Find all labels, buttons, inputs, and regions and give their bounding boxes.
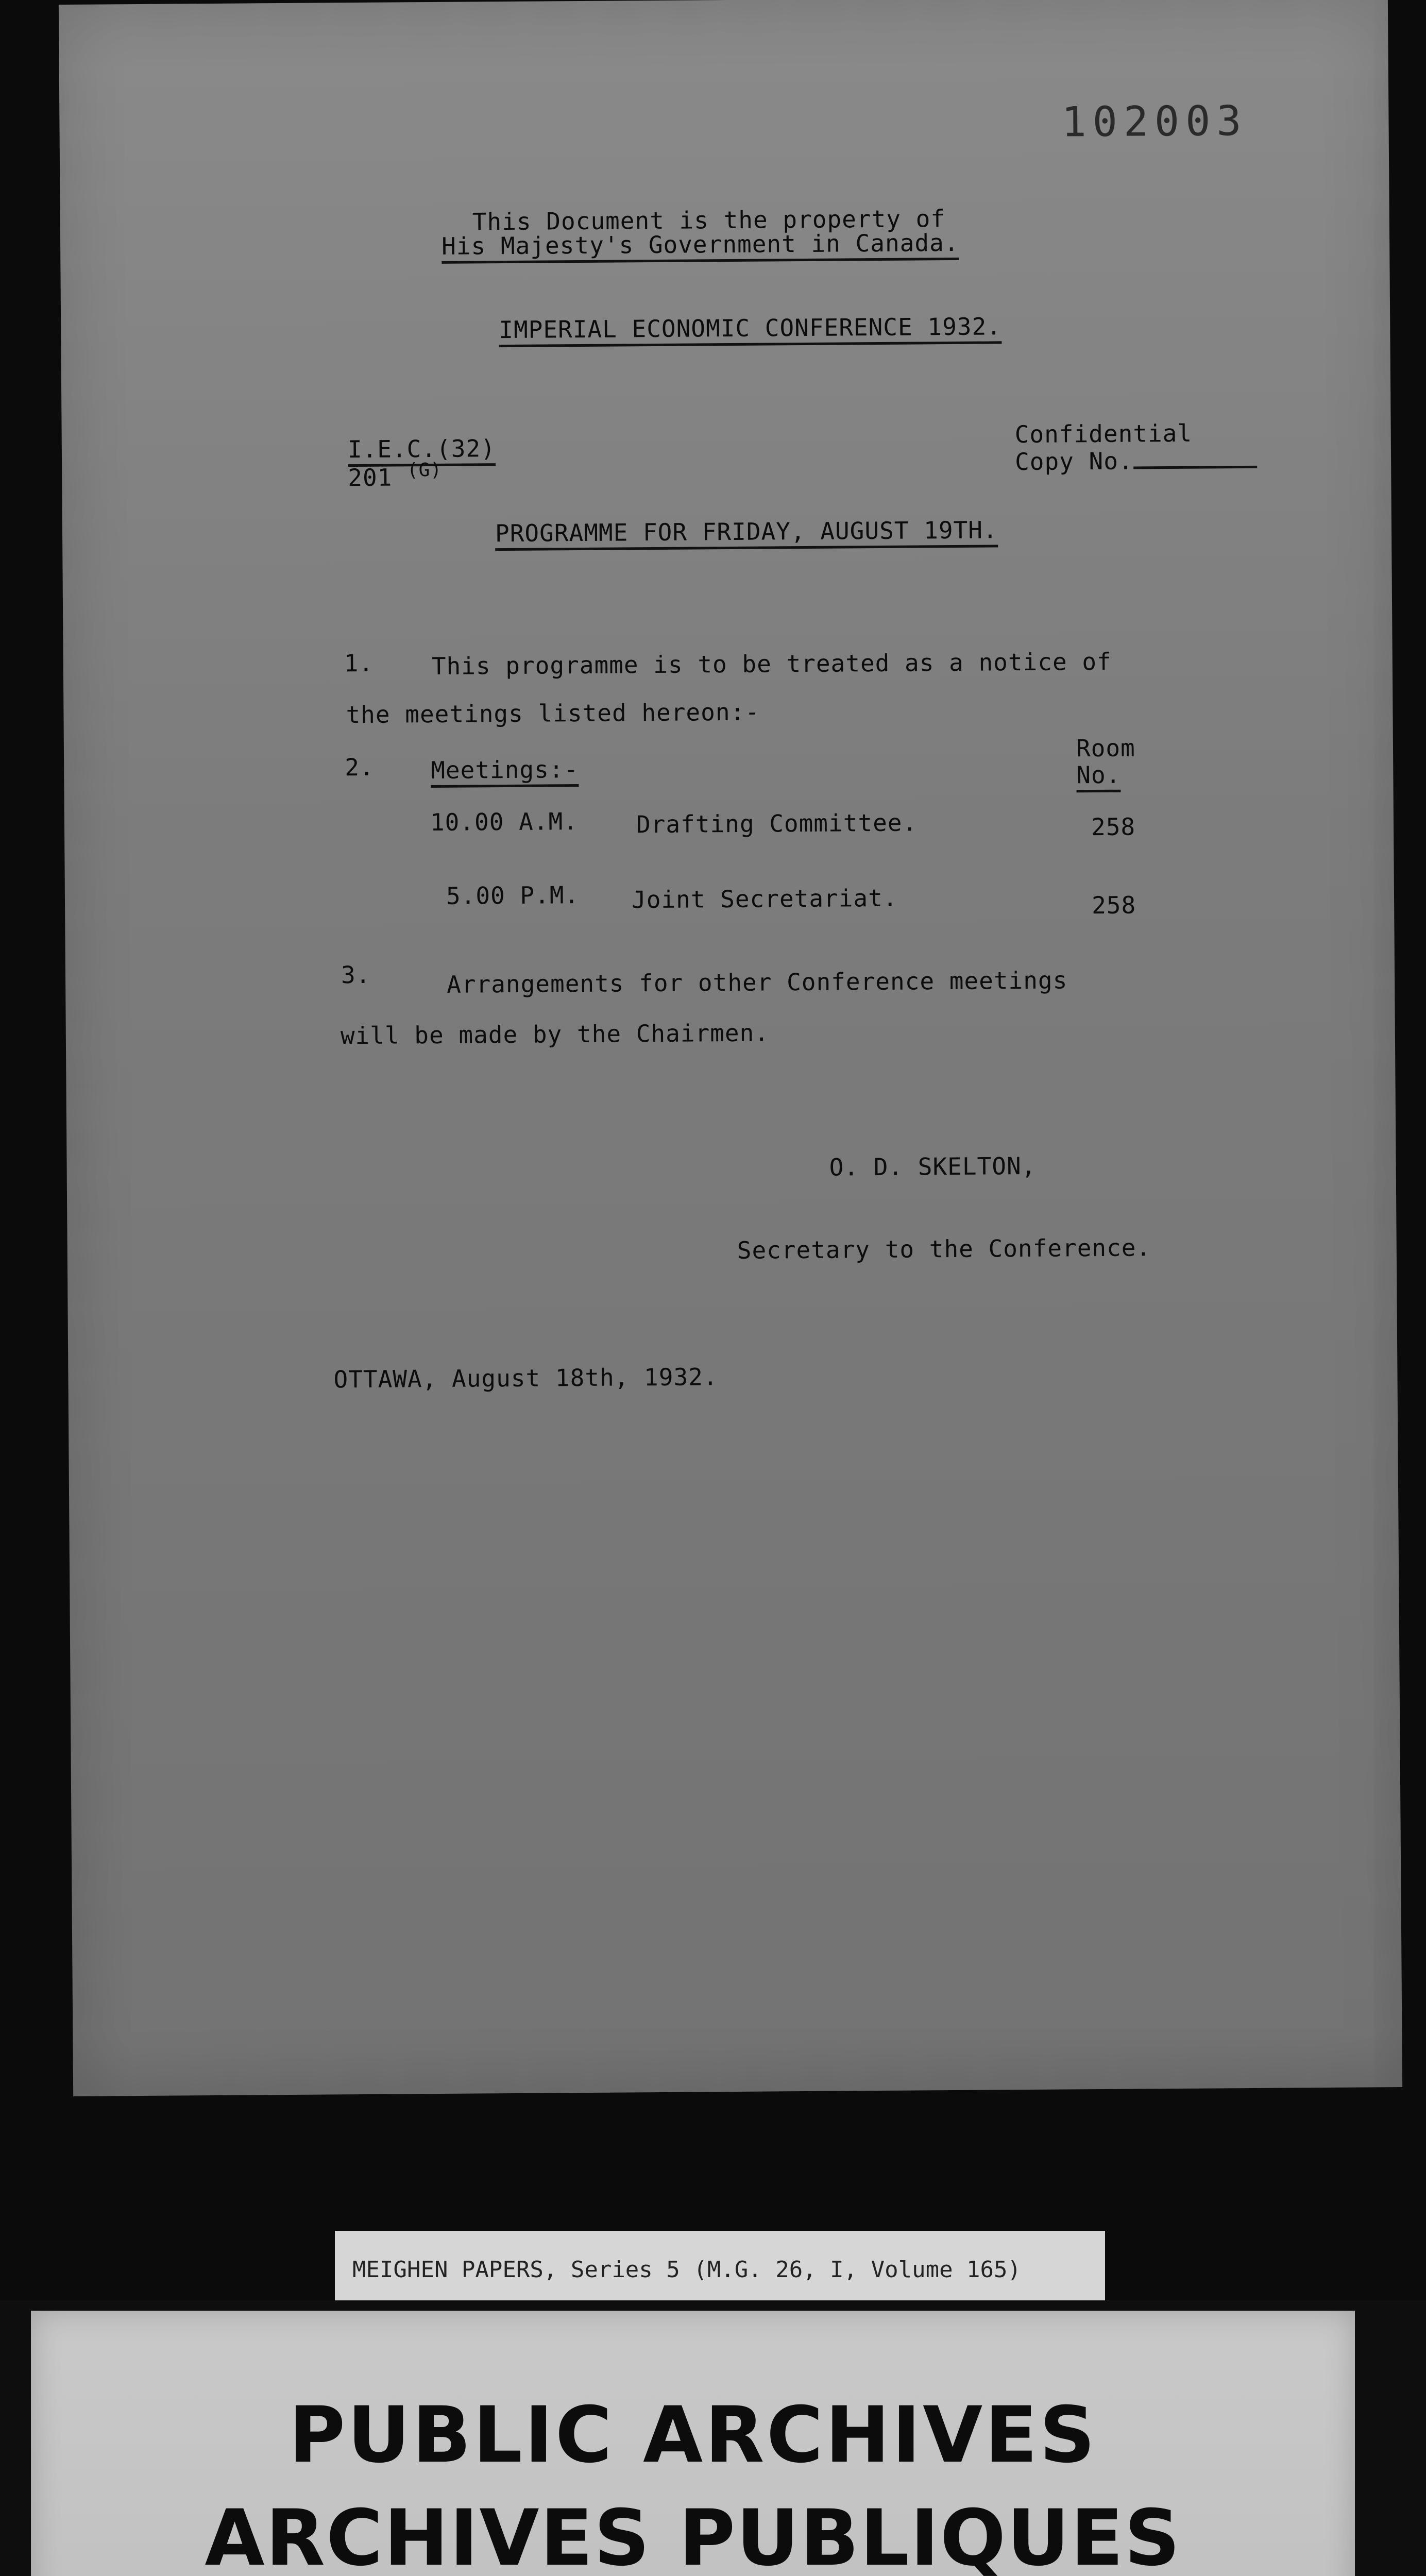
- reference-line-1: I.E.C.(32): [348, 434, 496, 463]
- item-1-line-1: This programme is to be treated as a notice of: [431, 647, 1112, 681]
- archive-card-line-2: ARCHIVES PUBLIQUES: [205, 2494, 1181, 2576]
- archive-card-face: [31, 2311, 1355, 2576]
- archive-card-line-1: PUBLIC ARCHIVES: [288, 2391, 1097, 2480]
- room-label: Room: [1076, 734, 1135, 762]
- meeting-2-time: 5.00 P.M.: [446, 881, 580, 910]
- archive-label-strip: [335, 2231, 1105, 2308]
- item-1-line-2: the meetings listed hereon:-: [346, 698, 760, 729]
- item-1-number: 1.: [344, 649, 374, 677]
- archive-card: [0, 2300, 1426, 2576]
- item-3-line-1: Arrangements for other Conference meetings: [446, 966, 1068, 998]
- dateline: OTTAWA, August 18th, 1932.: [333, 1363, 718, 1394]
- meeting-2-name: Joint Secretariat.: [631, 884, 898, 914]
- meeting-1-time: 10.00 A.M.: [430, 807, 579, 837]
- signature-title: Secretary to the Conference.: [737, 1233, 1151, 1264]
- meetings-label: Meetings:-: [431, 755, 579, 788]
- copy-no: Copy No.: [1015, 446, 1257, 476]
- reference-suffix: (G): [406, 459, 443, 481]
- item-3-line-2: will be made by the Chairmen.: [340, 1019, 770, 1050]
- document-number: 102003: [1061, 96, 1248, 146]
- item-3-number: 3.: [341, 960, 371, 989]
- confidential-label: Confidential: [1014, 419, 1193, 449]
- programme-title: PROGRAMME FOR FRIDAY, AUGUST 19TH.: [495, 516, 998, 551]
- reference-line-2: 201 $^{(G)}$: [348, 459, 443, 492]
- signature-name: O. D. SKELTON,: [829, 1151, 1037, 1181]
- meeting-2-room: 258: [1091, 891, 1136, 920]
- archive-label-text: MEIGHEN PAPERS, Series 5 (M.G. 26, I, Volume 165): [352, 2257, 1022, 2283]
- conference-title: IMPERIAL ECONOMIC CONFERENCE 1932.: [499, 312, 1001, 347]
- item-2-number: 2.: [345, 753, 375, 782]
- document-page: [59, 0, 1402, 2096]
- meeting-1-name: Drafting Committee.: [636, 808, 918, 839]
- room-no-label: No.: [1076, 761, 1121, 793]
- meeting-1-room: 258: [1091, 812, 1136, 841]
- property-line-2: His Majesty's Government in Canada.: [442, 229, 959, 264]
- property-line-1: This Document is the property of: [472, 205, 946, 236]
